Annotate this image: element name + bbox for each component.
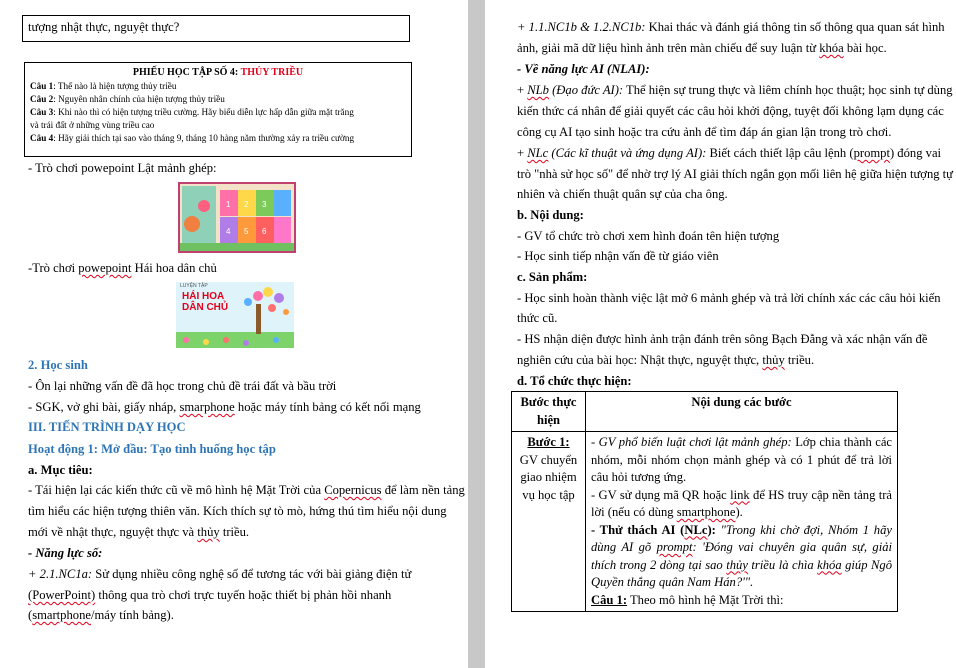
question-3: Câu 3: Khi nào thì có hiện tượng triều cường. Hãy biểu diễn lực hấp dẫn giữa mặt trăng và trái đất ở những vùng triều cao (30, 107, 354, 130)
puzzle-game-image (178, 182, 296, 253)
step-description: GV chuyển giao nhiệm vụ học tập (519, 452, 578, 502)
digital-skill-line-2: (PowerPoint) thông qua trò chơi trực tuyến hoặc thiết bị phản hồi nhanh (28, 588, 392, 602)
objective-line-3: mới về nhật thực, nguyệt thực và thủy triều. (28, 525, 250, 539)
objective-line-1: - Tái hiện lại các kiến thức cũ về mô hình hệ Mặt Trời của Copernicus để làm nền tảng (28, 483, 465, 497)
flower-game-image (176, 282, 294, 348)
section-heading: III. TIẾN TRÌNH DẠY HỌC (28, 420, 186, 434)
product-line-3: - HS nhận diện được hình ảnh trận đánh trên sông Bạch Đằng và xác nhận vấn đề (517, 332, 928, 346)
digital-skill-line-4: + 1.1.NC1b & 1.2.NC1b: Khai thác và đánh giá thông tin số thông qua quan sát hình (517, 20, 945, 34)
question-paragraph: Câu 1: Theo mô hình hệ Mặt Trời thì: (591, 592, 784, 607)
ai-skill-line-5: trò "nhà sử học số" để nhờ trợ lý AI giải thích ngắn gọn mối liên hệ giữa hiện tượng tự (517, 167, 954, 181)
question-2: Câu 2: Nguyên nhân chính của hiện tượng thủy triều (30, 94, 225, 104)
digital-skill-heading: - Năng lực số: (28, 546, 103, 560)
product-line-1: - Học sinh hoàn thành việc lật mở 6 mảnh ghép và trả lời chính xác các câu hỏi kiến (517, 291, 941, 305)
objective-line-2: tìm hiểu các hiện tượng thiên văn. Kích thích sự tò mò, hứng thú tìm hiểu nội dung (28, 504, 447, 518)
qr-paragraph: - GV sử dụng mã QR hoặc link để HS truy cập nền tảng trả lời (nếu có dùng smartphone). (591, 487, 893, 519)
puzzle-illustration (180, 184, 294, 251)
ai-skill-line-3: công cụ AI tạo sinh hoặc tra cứu ảnh để tìm đáp án gian lận trong trò chơi. (517, 125, 892, 139)
students-item-2: - SGK, vở ghi bài, giấy nháp, smarphone hoặc máy tính bảng có kết nối mạng (28, 400, 421, 414)
game-1-text: - Trò chơi powepoint Lật mảnh ghép: (28, 161, 217, 175)
question-4: Câu 4: Hãy giải thích tại sao vào tháng 9, tháng 10 hàng năm thường xảy ra triều cường (30, 133, 355, 143)
students-item-1: - Ôn lại những vấn đề đã học trong chủ đề trái đất và bầu trời (28, 379, 337, 393)
digital-skill-line-5: ảnh, giải mã dữ liệu hình ảnh trên màn chiếu để suy luận từ khóa bài học. (517, 41, 887, 55)
flower-tag: LUYỆN TẬP (180, 283, 208, 289)
ai-skill-line-4: + NLc (Các kĩ thuật và ứng dụng AI): Biết cách thiết lập câu lệnh (prompt) đóng vai (517, 146, 942, 160)
previous-worksheet-box (22, 15, 410, 42)
content-heading: b. Nội dung: (517, 208, 584, 222)
ai-skill-line-6: nhiên và chiến thuật quân sự của cha ông. (517, 187, 728, 201)
flower-title-line-1: HÁI HOA (182, 291, 225, 302)
left-page (0, 0, 468, 668)
content-item-1: - GV tổ chức trò chơi xem hình đoán tên hiện tượng (517, 229, 780, 243)
puzzle-number-5: 5 (244, 227, 249, 236)
product-line-2: thức cũ. (517, 311, 558, 325)
table-content-cell (586, 432, 898, 612)
worksheet-title: PHIẾU HỌC TẬP SỐ 4: THỦY TRIỀU (132, 67, 304, 78)
ai-skill-line-1: + NLb (Đạo đức AI): Thể hiện sự trung thực và liêm chính học thuật; học sinh tự dùng (517, 83, 953, 97)
ai-challenge-paragraph: - Thử thách AI (NLc): "Trong khi chờ đợi, Nhóm 1 hãy dùng AI gõ prompt: 'Đóng vai chuyên gia quân sự, giải thích trong 2 dòng tại sao thủy triều là chìa khóa giúp Ngô Quyền thắng quân Nam Hán?'". (591, 522, 893, 589)
objective-heading: a. Mục tiêu: (28, 463, 93, 477)
content-item-2: - Học sinh tiếp nhận vấn đề từ giáo viên (517, 249, 719, 263)
puzzle-number-1: 1 (226, 200, 231, 209)
product-line-4: nghiên cứu của bài học: Nhật thực, nguyệt thực, thủy triều. (517, 353, 815, 367)
puzzle-number-3: 3 (262, 200, 267, 209)
right-page (485, 0, 956, 668)
digital-skill-line-3: (smartphone/máy tính bảng). (28, 608, 174, 622)
digital-skill-line-1: + 2.1.NC1a: Sử dụng nhiều công nghệ số để tương tác với bài giảng điện tử (28, 567, 412, 581)
step-label: Bước 1: (527, 435, 570, 449)
product-heading: c. Sản phẩm: (517, 270, 588, 284)
puzzle-number-6: 6 (262, 227, 267, 236)
game-2-text: -Trò chơi powepoint Hái hoa dân chủ (28, 261, 217, 275)
flower-title-line-2: DÂN CHỦ (182, 302, 229, 313)
table-row (512, 432, 898, 612)
organization-heading: d. Tổ chức thực hiện: (517, 374, 632, 388)
students-heading: 2. Học sinh (28, 358, 88, 372)
steps-table (511, 391, 898, 612)
worksheet-box (24, 62, 412, 157)
table-header-row (512, 392, 898, 432)
table-header-step: Bước thực hiện (512, 392, 586, 432)
puzzle-number-4: 4 (226, 227, 231, 236)
page-gap (468, 0, 485, 668)
puzzle-number-2: 2 (244, 200, 249, 209)
activity-heading: Hoạt động 1: Mở đầu: Tạo tình huống học tập (28, 442, 276, 456)
ai-skill-heading: - Về năng lực AI (NLAI): (517, 62, 650, 76)
rule-paragraph: - GV phổ biến luật chơi lật mảnh ghép: Lớp chia thành các nhóm, mỗi nhóm chọn mảnh ghép và có 1 phút để trả lời câu hỏi tương ứng. (591, 435, 893, 484)
question-1: Câu 1: Thế nào là hiện tượng thủy triều (30, 81, 177, 91)
table-step-cell (512, 432, 586, 612)
box-text: tượng nhật thực, nguyệt thực? (28, 20, 180, 34)
ai-skill-line-2: kiến thức cá nhân để giải quyết các câu hỏi khởi động, tuyệt đối không lạm dụng các (517, 104, 944, 118)
table-header-content: Nội dung các bước (586, 392, 898, 432)
